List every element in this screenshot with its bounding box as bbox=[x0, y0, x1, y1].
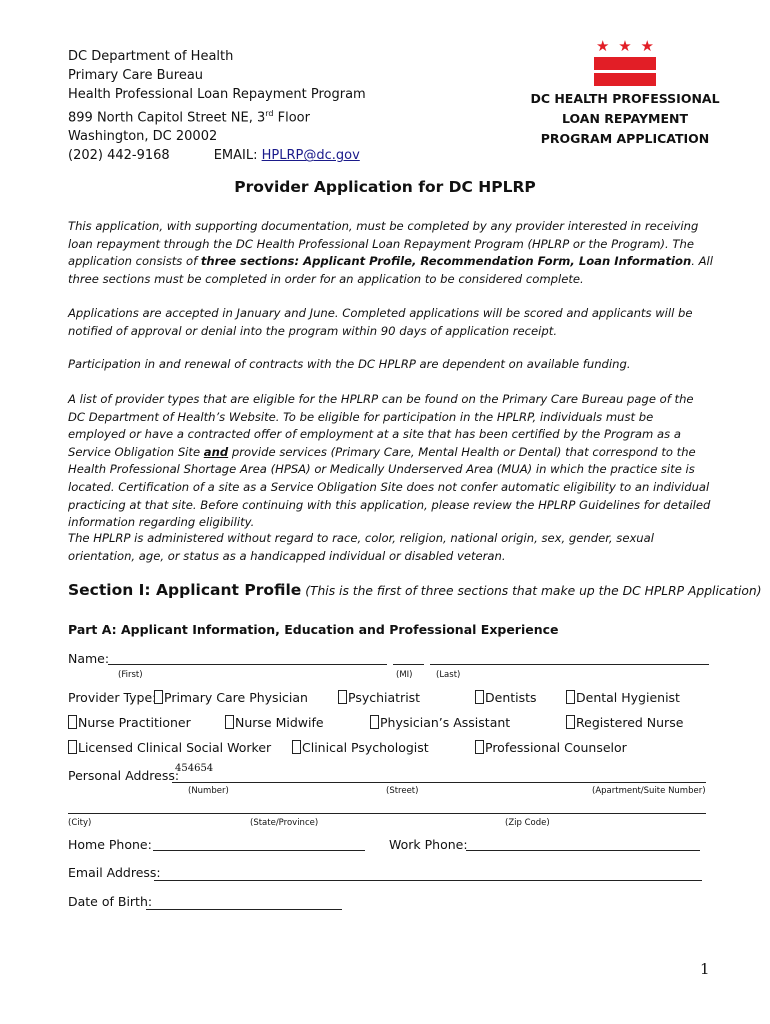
section-title: Section I: Applicant Profile (This is the first of three sections that make up the DC HPLRP Application) bbox=[68, 581, 762, 599]
flag-bar-top bbox=[594, 57, 656, 70]
flag-bar-bottom bbox=[594, 73, 656, 86]
email-address-field[interactable] bbox=[154, 880, 702, 881]
checkbox[interactable] bbox=[338, 690, 347, 704]
option-dentists[interactable]: Dentists bbox=[475, 690, 537, 705]
part-a-heading: Part A: Applicant Information, Education and Professional Experience bbox=[68, 622, 559, 637]
header-address bbox=[68, 47, 366, 165]
option-clinical-psychologist[interactable]: Clinical Psychologist bbox=[292, 740, 429, 755]
checkbox[interactable] bbox=[154, 690, 163, 704]
dc-flag-logo bbox=[594, 38, 656, 86]
address-line-1: DC Department of Health bbox=[68, 49, 234, 64]
address-number-value: 454654 bbox=[175, 763, 214, 774]
date-of-birth-field[interactable] bbox=[146, 909, 342, 910]
last-name-field[interactable] bbox=[430, 664, 709, 665]
address-line-2: Primary Care Bureau bbox=[68, 68, 204, 83]
city-state-zip-field[interactable] bbox=[68, 813, 706, 814]
option-dental-hygienist[interactable]: Dental Hygienist bbox=[566, 690, 680, 705]
intro-paragraph-1: This application, with supporting documentation, must be completed by any provider interested in receiving loan repayment through the DC Health Professional Loan Repayment Program (HPLRP or the Program). The application consists of three sections: Applicant Profile, Recommendation Form, Loan Information. All three sections must be completed in order for an application to be considered complete. bbox=[68, 219, 713, 286]
option-professional-counselor[interactable]: Professional Counselor bbox=[475, 740, 627, 755]
middle-initial-field[interactable] bbox=[393, 664, 424, 665]
checkbox[interactable] bbox=[475, 690, 484, 704]
checkbox[interactable] bbox=[475, 740, 484, 754]
city-caption: (City) bbox=[68, 818, 92, 828]
address-line-3: Health Professional Loan Repayment Program bbox=[68, 87, 366, 102]
work-phone-label: Work Phone: bbox=[389, 837, 468, 852]
checkbox[interactable] bbox=[566, 690, 575, 704]
option-registered-nurse[interactable]: Registered Nurse bbox=[566, 715, 683, 730]
address-line-field[interactable] bbox=[172, 782, 706, 783]
intro-paragraph-3: Participation in and renewal of contracts with the DC HPLRP are dependent on available funding. bbox=[68, 357, 631, 371]
intro-paragraph-2: Applications are accepted in January and June. Completed applications will be scored and applicants will be notified of approval or denial into the program within 90 days of application receipt. bbox=[68, 306, 693, 338]
intro-paragraph-4: A list of provider types that are eligible for the HPLRP can be found on the Primary Care Bureau page of the DC Department of Health’s Website. To be eligible for participation in the HPLRP, individuals must be employed or have a contracted offer of employment at a site that has been certified by the Program as a Service Obligation Site and provide services (Primary Care, Mental Health or Dental) that correspond to the Health Professional Shortage Area (HPSA) or Medically Underserved Area (MUA) in which the practice site is located. Certification of a site as a Service Obligation Site does not confer automatic eligibility to an individual practicing at that site. Before continuing with this application, please review the HPLRP Guidelines for detailed information regarding eligibility. bbox=[68, 392, 711, 530]
street-address: 899 North Capitol Street NE, 3rd Floor bbox=[68, 109, 310, 126]
mi-caption: (MI) bbox=[396, 670, 413, 680]
option-physicians-assistant[interactable]: Physician’s Assistant bbox=[370, 715, 510, 730]
checkbox[interactable] bbox=[225, 715, 234, 729]
checkbox[interactable] bbox=[68, 740, 77, 754]
checkbox[interactable] bbox=[68, 715, 77, 729]
home-phone-label: Home Phone: bbox=[68, 837, 152, 852]
star-icon: ★ bbox=[640, 37, 654, 55]
apartment-caption: (Apartment/Suite Number) bbox=[592, 786, 706, 796]
page-number: 1 bbox=[700, 960, 710, 978]
program-title: DC HEALTH PROFESSIONAL LOAN REPAYMENT PROGRAM APPLICATION bbox=[530, 91, 720, 146]
option-nurse-midwife[interactable]: Nurse Midwife bbox=[225, 715, 324, 730]
checkbox[interactable] bbox=[566, 715, 575, 729]
work-phone-field[interactable] bbox=[466, 850, 700, 851]
option-nurse-practitioner[interactable]: Nurse Practitioner bbox=[68, 715, 191, 730]
date-of-birth-label: Date of Birth: bbox=[68, 894, 153, 909]
city-line: Washington, DC 20002 bbox=[68, 129, 218, 145]
state-caption: (State/Province) bbox=[250, 818, 319, 828]
personal-address-label: Personal Address: bbox=[68, 768, 180, 783]
number-caption: (Number) bbox=[188, 786, 229, 796]
first-caption: (First) bbox=[118, 670, 143, 680]
street-caption: (Street) bbox=[386, 786, 419, 796]
name-label: Name: bbox=[68, 651, 110, 666]
star-icon: ★ bbox=[596, 37, 610, 55]
document-title: Provider Application for DC HPLRP bbox=[234, 178, 536, 196]
phone: (202) 442-9168 bbox=[68, 148, 170, 164]
star-icon: ★ bbox=[618, 37, 632, 55]
provider-type-label: Provider Type: bbox=[68, 690, 157, 705]
contact-line bbox=[68, 146, 366, 165]
email-label: EMAIL: bbox=[213, 148, 258, 164]
checkbox[interactable] bbox=[292, 740, 301, 754]
intro-paragraph-5: The HPLRP is administered without regard to race, color, religion, national origin, sex, gender, sexual orientation, age, or status as a handicapped individual or disabled veteran. bbox=[68, 531, 654, 563]
option-licensed-clinical-social-worker[interactable]: Licensed Clinical Social Worker bbox=[68, 740, 271, 755]
email-link[interactable]: HPLRP@dc.gov bbox=[261, 148, 360, 164]
checkbox[interactable] bbox=[370, 715, 379, 729]
option-primary-care-physician[interactable]: Primary Care Physician bbox=[154, 690, 308, 705]
option-psychiatrist[interactable]: Psychiatrist bbox=[338, 690, 420, 705]
last-caption: (Last) bbox=[436, 670, 461, 680]
email-address-label: Email Address: bbox=[68, 865, 161, 880]
first-name-field[interactable] bbox=[108, 664, 387, 665]
home-phone-field[interactable] bbox=[153, 850, 365, 851]
zip-caption: (Zip Code) bbox=[505, 818, 550, 828]
flag-stars bbox=[594, 38, 656, 54]
